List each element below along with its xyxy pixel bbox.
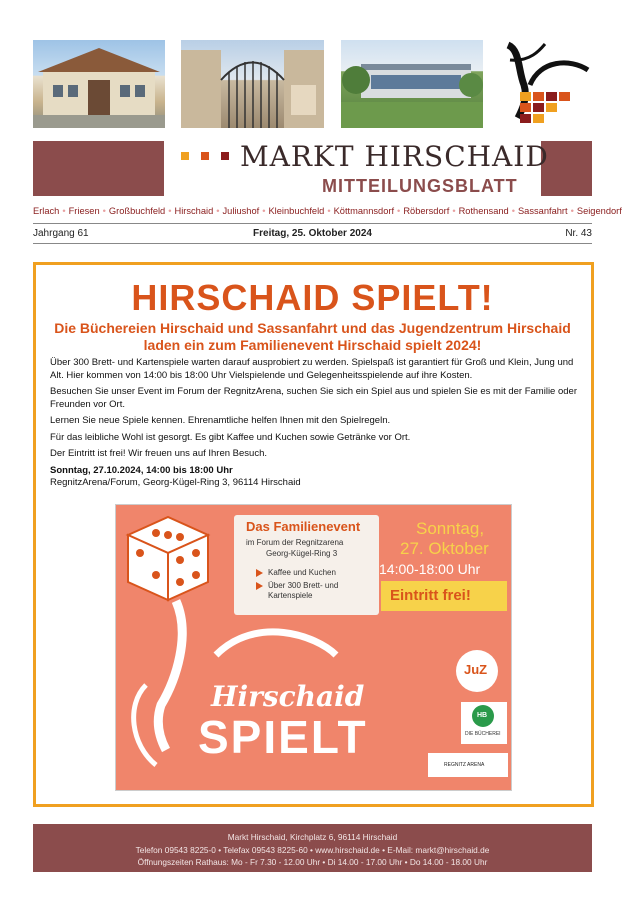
village-name: Sassanfahrt [517,206,568,216]
volume-label: Jahrgang 61 [33,228,89,239]
village-name: Großbuchfeld [108,206,166,216]
poster-item: Kaffee und Kuchen [268,568,336,577]
poster-box-line1: im Forum der Regnitzarena [246,538,344,547]
regnitzarena-logo-text: REGNITZ ARENA [444,762,485,768]
separator-dot: • [62,206,66,216]
separator-dot: • [327,206,331,216]
poster-item: Über 300 Brett- und [268,581,339,590]
accent-square-yellow [181,152,189,160]
gate-photo [181,40,324,128]
town-hall-photo [33,40,165,128]
paragraph: Besuchen Sie unser Event im Forum der RegnitzArena, suchen Sie sich ein Spiel aus und spielen Sie es mit der Familie oder Freunden vor Ort. [50,386,577,410]
poster-word-spielt: SPIELT [198,711,368,763]
separator-dot: • [216,206,220,216]
separator-dot: • [452,206,456,216]
paragraph: Der Eintritt ist frei! Wir freuen uns auf Ihren Besuch. [50,448,268,459]
village-name: Kleinbuchfeld [268,206,325,216]
footer-address: Markt Hirschaid, Kirchplatz 6, 96114 Hirschaid [227,832,398,842]
buecherei-logo-label: DIE BÜCHEREI [465,731,501,737]
separator-dot: • [168,206,172,216]
poster-date: 27. Oktober [400,539,489,558]
poster-day: Sonntag, [416,519,485,538]
paragraph: Über 300 Brett- und Kartenspiele warten darauf ausprobiert zu werden. Spielspaß ist garantiert für Groß und Klein, Jung und Alt. Hier kommen von 14:00 bis 18:00 Uhr Vielspielende und Gelegenheitsspielende auf ihre Kosten. [50,357,574,381]
paragraph: Für das leibliche Wohl ist gesorgt. Es gibt Kaffee und Kuchen sowie Getränke vor Ort. [50,431,411,443]
issue-number: Nr. 43 [565,228,592,239]
dice-icon [128,517,208,600]
article-headline: HIRSCHAID SPIELT! [131,277,494,318]
poster-item: Kartenspiele [268,591,313,600]
village-name: Seigendorf [576,206,622,216]
arrow-icon [256,569,263,577]
divider-top [33,223,592,224]
article-subheadline: Die Büchereien Hirschaid und Sassanfahrt und das Jugendzentrum Hirschaid laden ein zum Familienevent Hirschaid spielt 2024! [54,320,571,353]
issue-date: Freitag, 25. Oktober 2024 [253,228,372,239]
separator-dot: • [511,206,515,216]
article-body [50,357,580,490]
poster-box-line2: Georg-Kügel-Ring 3 [266,549,338,558]
poster-entry-text: Eintritt frei! [390,587,471,604]
village-name: Erlach [33,206,60,216]
village-name: Köttmannsdorf [333,206,395,216]
village-name: Röbersdorf [403,206,450,216]
village-name: Rothensand [458,206,509,216]
accent-square-orange [201,152,209,160]
building-photo [341,40,483,128]
accent-square-red [221,152,229,160]
separator-dot: • [397,206,401,216]
jugendzentrum-logo-text: JuZ [464,662,488,677]
village-name: Juliushof [222,206,260,216]
event-datetime: Sonntag, 27.10.2024, 14:00 bis 18:00 Uhr [50,464,233,476]
paragraph: Lernen Sie neue Spiele kennen. Ehrenamtliche helfen Ihnen mit den Spielregeln. [50,415,391,426]
masthead-bar-left [33,141,164,196]
poster-time: 14:00-18:00 Uhr [379,561,481,577]
event-poster [115,504,512,791]
buecherei-logo-text: HB [477,712,488,719]
village-name: Hirschaid [174,206,214,216]
separator-dot: • [102,206,106,216]
hirschaid-logo [500,40,592,130]
arrow-icon [256,582,263,590]
masthead-subtitle: MITTEILUNGSBLATT [322,176,518,196]
divider-bottom [33,243,592,244]
footer-opening-hours: Öffnungszeiten Rathaus: Mo - Fr 7.30 - 12.00 Uhr • Di 14.00 - 17.00 Uhr • Do 14.00 - 18.00 Uhr [137,857,488,867]
event-location: RegnitzArena/Forum, Georg-Kügel-Ring 3, 96114 Hirschaid [50,477,301,488]
masthead-title: MARKT HIRSCHAID [240,140,549,173]
separator-dot: • [570,206,574,216]
poster-box-title: Das Familienevent [246,519,361,534]
village-name: Friesen [68,206,100,216]
separator-dot: • [262,206,266,216]
village-list [33,206,622,216]
footer-contact: Telefon 09543 8225-0 • Telefax 09543 8225-60 • www.hirschaid.de • E-Mail: markt@hirschaid.de [135,845,490,855]
poster-word-hirschaid: Hirschaid [211,680,365,713]
